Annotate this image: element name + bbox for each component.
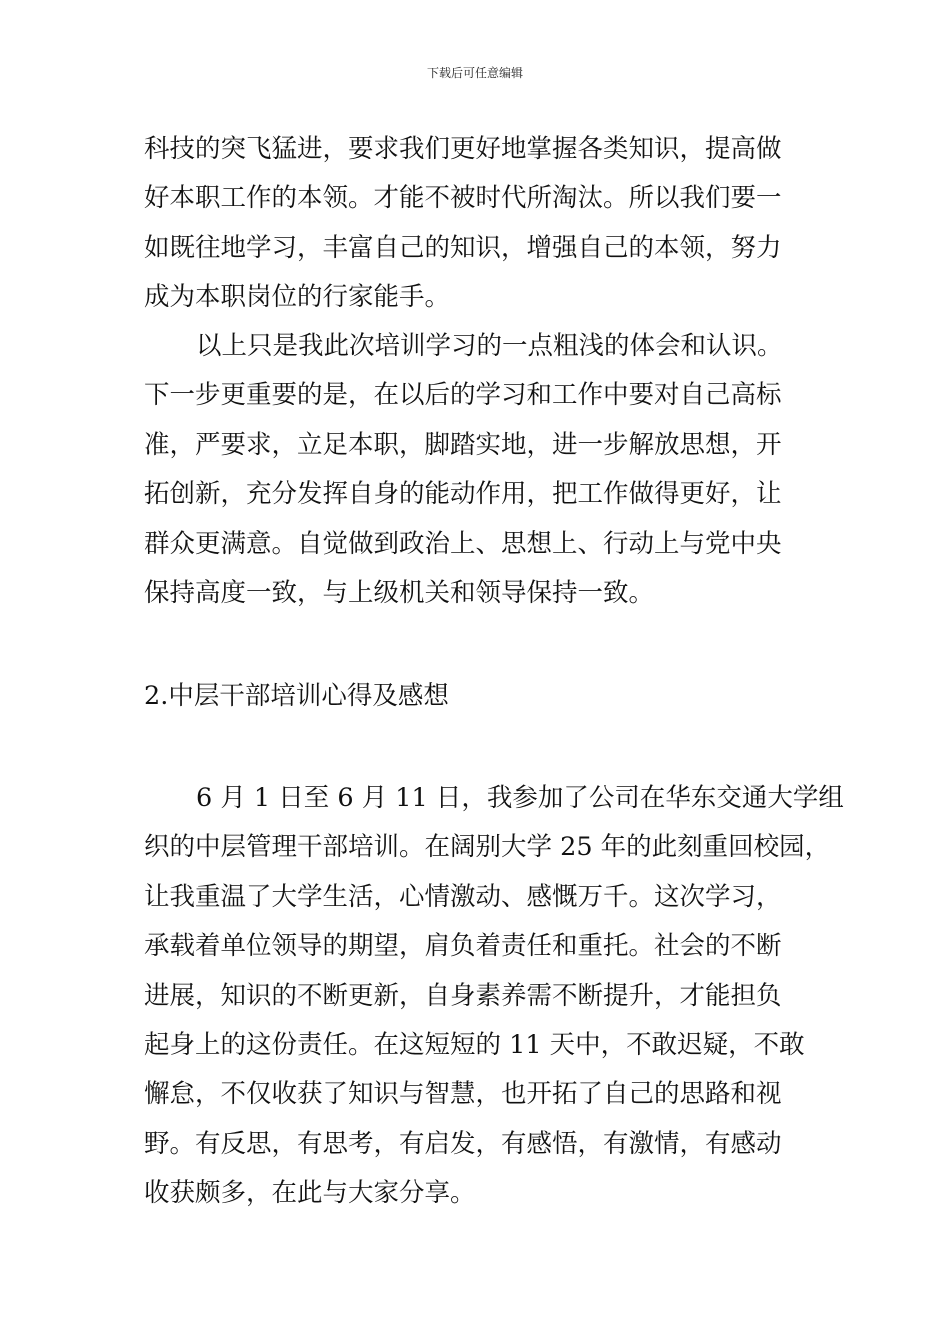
paragraph-line: 下一步更重要的是，在以后的学习和工作中要对自己高标 bbox=[144, 380, 782, 411]
paragraph-line: 群众更满意。自觉做到政治上、思想上、行动上与党中央 bbox=[144, 528, 782, 559]
paragraph-line: 野。有反思，有思考，有启发，有感悟，有激情，有感动 bbox=[144, 1128, 782, 1159]
paragraph-line: 保持高度一致，与上级机关和领导保持一致。 bbox=[144, 577, 655, 608]
paragraph-continuation bbox=[144, 125, 814, 323]
paragraph-conclusion bbox=[144, 322, 814, 618]
paragraph-line: 如既往地学习，丰富自己的知识，增强自己的本领，努力 bbox=[144, 232, 782, 263]
paragraph-line: 进展，知识的不断更新，自身素养需不断提升，才能担负 bbox=[144, 980, 782, 1011]
paragraph-line: 让我重温了大学生活，心情激动、感慨万千。这次学习， bbox=[144, 881, 782, 912]
header-note: 下载后可任意编辑 bbox=[426, 66, 523, 80]
paragraph-line: 起身上的这份责任。在这短短的 11 天中，不敢迟疑，不敢 bbox=[144, 1029, 805, 1060]
paragraph-line: 以上只是我此次培训学习的一点粗浅的体会和认识。 bbox=[196, 331, 783, 361]
paragraph-line: 成为本职岗位的行家能手。 bbox=[144, 282, 451, 313]
paragraph-line: 懈怠，不仅收获了知识与智慧，也开拓了自己的思路和视 bbox=[144, 1079, 782, 1110]
paragraph-line: 承载着单位领导的期望，肩负着责任和重托。社会的不断 bbox=[144, 931, 782, 962]
paragraph-line: 科技的突飞猛进，要求我们更好地掌握各类知识，提高做 bbox=[144, 134, 782, 164]
paragraph-line: 好本职工作的本领。才能不被时代所淘汰。所以我们要一 bbox=[144, 183, 782, 214]
section-paragraph bbox=[144, 774, 844, 1219]
paragraph-line: 拓创新，充分发挥自身的能动作用，把工作做得更好，让 bbox=[144, 479, 782, 510]
paragraph-line: 织的中层管理干部培训。在阔别大学 25 年的此刻重回校园， bbox=[144, 832, 831, 863]
paragraph-line: 6 月 1 日至 6 月 11 日，我参加了公司在华东交通大学组 bbox=[196, 783, 844, 813]
paragraph-line: 收获颇多，在此与大家分享。 bbox=[144, 1178, 476, 1209]
section-heading: 2.中层干部培训心得及感想 bbox=[144, 681, 449, 711]
paragraph-line: 准，严要求，立足本职，脚踏实地，进一步解放思想，开 bbox=[144, 429, 782, 460]
